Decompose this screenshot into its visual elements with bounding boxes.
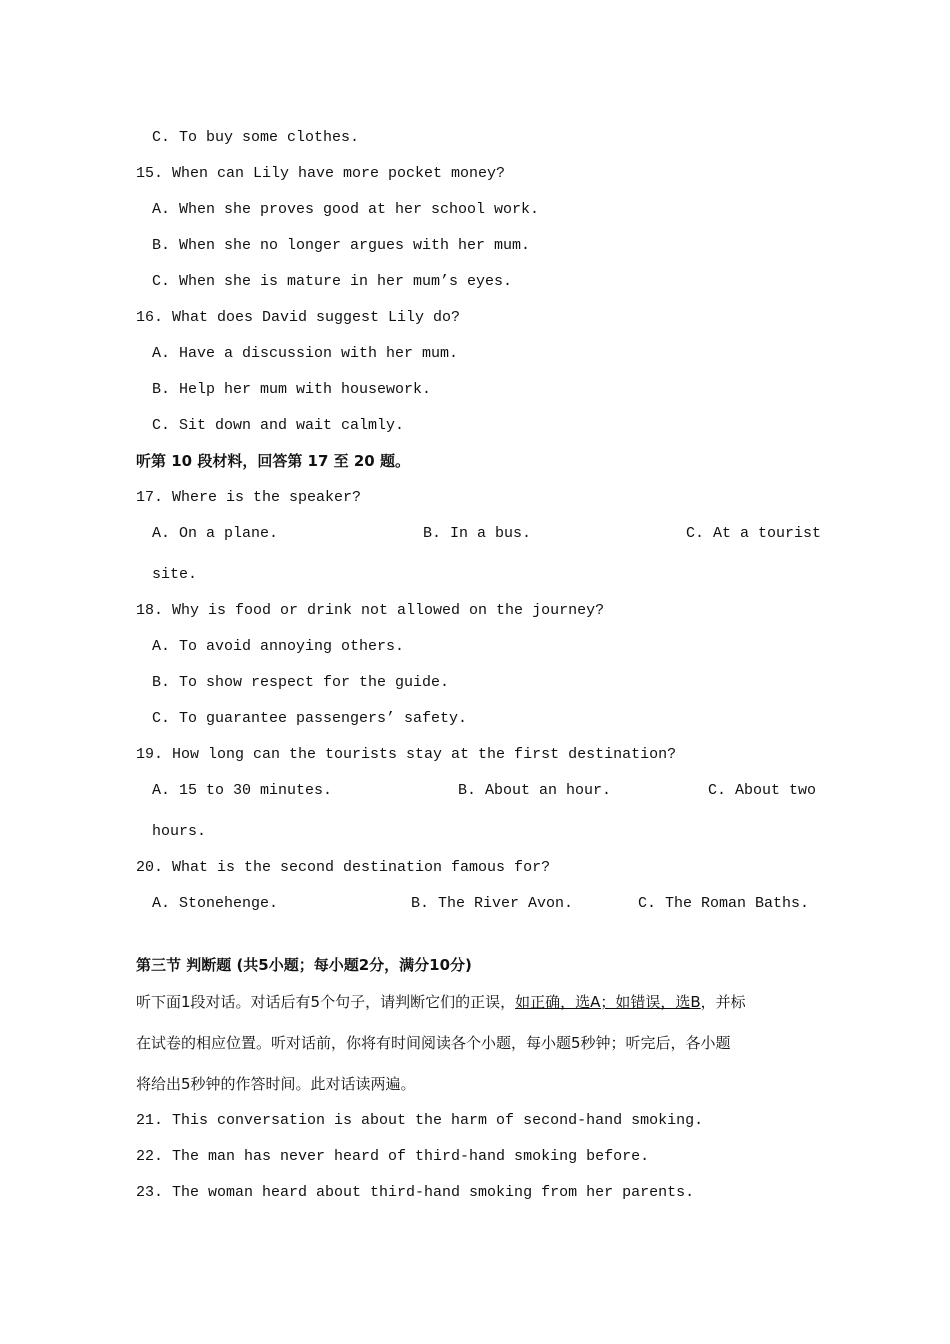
section10-heading: 听第 10 段材料，回答第 17 至 20 题。 (136, 452, 410, 470)
q19-option-b: B. About an hour. (458, 782, 612, 799)
q15-option-c: C. When she is mature in her mum’s eyes. (152, 273, 513, 290)
q17-stem: 17. Where is the speaker? (136, 489, 362, 506)
section3-instructions-line2: 在试卷的相应位置。听对话前，你将有时间阅读各个小题，每小题5秒钟；听完后，各小题 (136, 1034, 731, 1052)
q17-option-b: B. In a bus. (423, 525, 532, 542)
q16-option-b: B. Help her mum with housework. (152, 381, 432, 398)
q15-stem: 15. When can Lily have more pocket money? (136, 165, 506, 182)
q17-option-c-continued: site. (152, 566, 198, 583)
q17-option-a: A. On a plane. (152, 525, 279, 542)
instr-line1-post: ，并标 (700, 993, 746, 1011)
q16-option-c: C. Sit down and wait calmly. (152, 417, 405, 434)
q19-option-c-continued: hours. (152, 823, 207, 840)
q19-stem: 19. How long can the tourists stay at the first destination? (136, 746, 677, 763)
q14-option-c: C. To buy some clothes. (152, 129, 360, 146)
q16-option-a: A. Have a discussion with her mum. (152, 345, 459, 362)
q19-option-a: A. 15 to 30 minutes. (152, 782, 333, 799)
q15-option-a: A. When she proves good at her school work. (152, 201, 540, 218)
q21-statement: 21. This conversation is about the harm of second-hand smoking. (136, 1112, 704, 1129)
q23-statement: 23. The woman heard about third-hand smoking from her parents. (136, 1184, 695, 1201)
q18-option-a: A. To avoid annoying others. (152, 638, 405, 655)
q20-option-b: B. The River Avon. (411, 895, 574, 912)
q15-option-b: B. When she no longer argues with her mum. (152, 237, 531, 254)
section3-title: 第三节 判断题 (共5小题；每小题2分，满分10分) (136, 956, 472, 974)
section3-instructions-line3: 将给出5秒钟的作答时间。此对话读两遍。 (136, 1075, 416, 1093)
q19-option-c: C. About two (708, 782, 817, 799)
section3-instructions-line1 (136, 992, 746, 1012)
instr-line1-pre: 听下面1段对话。对话后有5个句子，请判断它们的正误， (136, 993, 516, 1011)
q18-option-c: C. To guarantee passengers’ safety. (152, 710, 468, 727)
q20-stem: 20. What is the second destination famous for? (136, 859, 551, 876)
q18-stem: 18. Why is food or drink not allowed on the journey? (136, 602, 605, 619)
instr-line1-underlined: 如正确，选A；如错误，选B (515, 993, 701, 1011)
q17-option-c: C. At a tourist (686, 525, 822, 542)
q20-option-a: A. Stonehenge. (152, 895, 279, 912)
q16-stem: 16. What does David suggest Lily do? (136, 309, 461, 326)
q20-option-c: C. The Roman Baths. (638, 895, 810, 912)
q18-option-b: B. To show respect for the guide. (152, 674, 450, 691)
q22-statement: 22. The man has never heard of third-hand smoking before. (136, 1148, 650, 1165)
